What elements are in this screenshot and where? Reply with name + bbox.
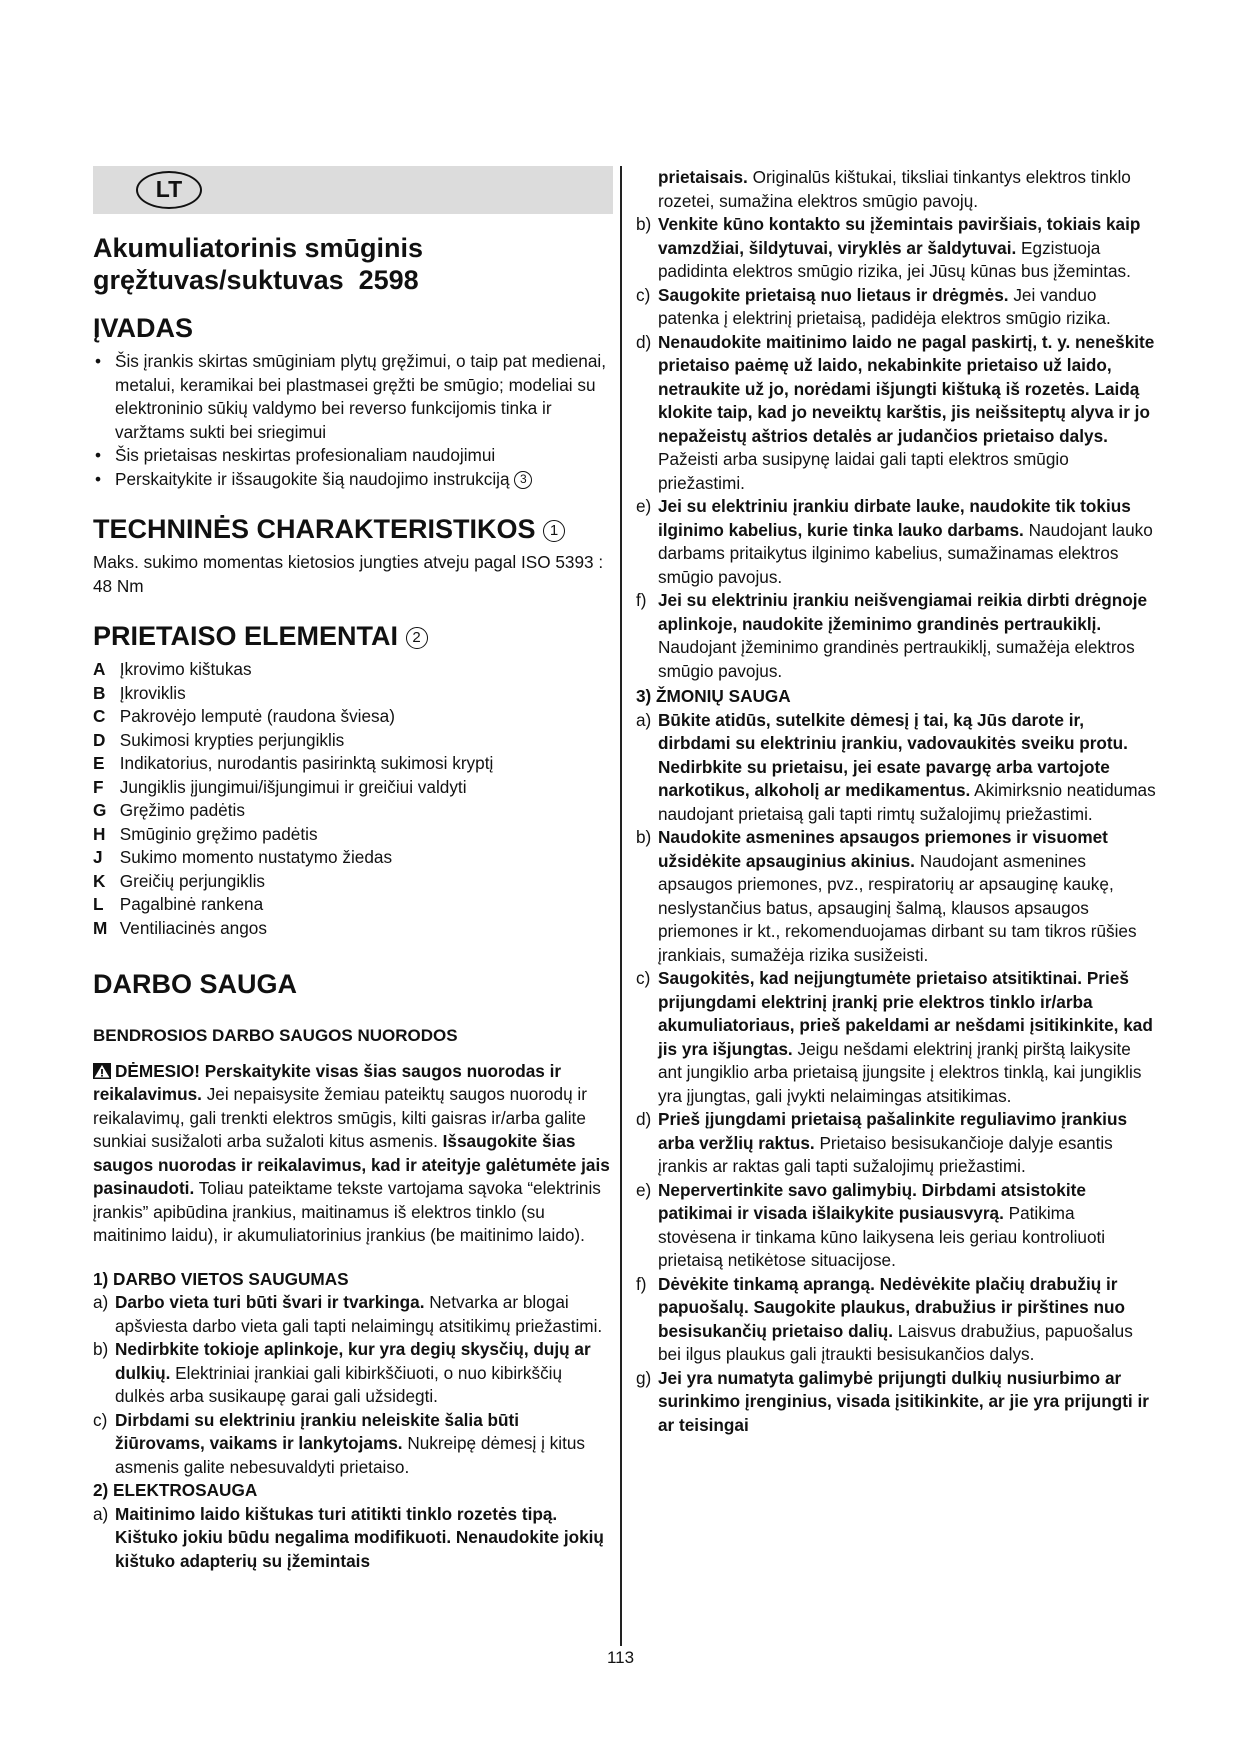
element-item: [93, 658, 613, 682]
tech-heading-text: TECHNINĖS CHARAKTERISTIKOS: [93, 514, 536, 544]
item-bold: Venkite kūno kontakto su įžemintais paviršiais, tokiais kaip vamzdžiai, šildytuvai, viryklės ar šaldytuvai.: [658, 214, 1141, 258]
figure-ref-2: 2: [406, 627, 428, 649]
element-key: D: [93, 729, 106, 750]
item-bold: Maitinimo laido kištukas turi atitikti tinklo rozetės tipą. Kištuko jokiu būdu negalima modifikuoti. Nenaudokite jokių kištuko adapterių su įžemintais: [115, 1503, 604, 1571]
item-text: Egzistuoja padidinta elektros smūgio rizika, jei Jūsų kūnas bus įžemintas.: [658, 237, 1131, 281]
item-label: b): [636, 214, 652, 234]
element-item: [93, 823, 613, 847]
element-key: H: [93, 823, 106, 844]
item-bold: Jei su elektriniu įrankiu dirbate lauke, naudokite tik tokius ilginimo kabelius, kurie tinka lauko darbams.: [658, 496, 1131, 540]
element-text: Sukimosi krypties perjungiklis: [119, 729, 345, 750]
intro-bullet-1-text: Šis įrankis skirtas smūginiam plytų gręžimui, o taip pat medienai, metalui, keramikai bei plastmasei gręžti be smūgio; modeliai su elektroninio sūkių valdymo bei reverso funkcijomis tinka ir varžtams sukti bei sriegimui: [115, 351, 606, 442]
right-column: [636, 166, 1156, 1437]
elements-list: [93, 658, 613, 940]
element-text: Pakrovėjo lemputė (raudona šviesa): [119, 706, 395, 726]
s2-item-c: [636, 284, 1156, 331]
element-item: [93, 729, 613, 753]
item-text: Jei vanduo patenka į elektrinį prietaisą, padidėja elektros smūgio rizika.: [658, 284, 1111, 328]
item-label: c): [636, 968, 651, 988]
item-bold: Saugokitės, kad neįjungtumėte prietaiso atsitiktinai. Prieš prijungdami elektrinį įrankį prie elektros tinklo ir/arba akumuliatoriaus, prieš pakeldami ar nešdami įsitikinkite, kad jis yra išjungtas.: [658, 968, 1153, 1059]
item-bold: Dirbdami su elektriniu įrankiu neleiskite šalia būti žiūrovams, vaikams ir lankytojams.: [115, 1409, 520, 1453]
title-line-2: gręžtuvas/suktuvas 2598: [93, 265, 419, 295]
column-divider: [620, 166, 622, 1646]
tech-text: Maks. sukimo momentas kietosios jungties atveju pagal ISO 5393 : 48 Nm: [93, 552, 604, 596]
element-key: G: [93, 800, 107, 820]
element-key: L: [93, 894, 104, 914]
item-label: e): [636, 1179, 652, 1200]
warning-text: Jei nepaisysite žemiau pateiktų saugos nuorodų ir reikalavimų, gali trenkti elektros smūgis, kilti gaisras ir/arba galite sunkiai susižaloti arba sužaloti kitus asmenis.: [93, 1084, 587, 1151]
s3-item-d: [636, 1108, 1156, 1179]
s2-item-e: [636, 495, 1156, 589]
item-label: f): [636, 590, 647, 610]
item-text: Akimirksnio neatidumas naudojant prietaisą gali tapti rimtų sužalojimų priežastimi.: [658, 780, 1156, 824]
element-item: [93, 917, 613, 941]
keep-instructions-bold: Išsaugokite šias saugos nuorodas ir reikalavimus, kad ir ateityje galėtumėte jais pasinaudoti.: [93, 1131, 610, 1198]
element-key: F: [93, 776, 104, 797]
intro-bullet-3: [93, 468, 613, 492]
figure-ref-3: 3: [514, 471, 532, 489]
element-item: [93, 705, 613, 729]
s1-item-a: [93, 1291, 613, 1338]
element-key: E: [93, 753, 105, 773]
keep-instructions-text: Toliau pateiktame tekste vartojama sąvoka “elektrinis įrankis” apibūdina įrankius, maitinamus iš elektros tinklo (su maitinimo laidu), ir akumuliatorinius įrankius (be maitinimo laido).: [93, 1178, 601, 1245]
item-text: Naudojant lauko darbams pritaikytus ilginimo kabelius, sumažinamas elektros smūgio pavojus.: [658, 519, 1153, 587]
item-text: Jeigu nešdami elektrinį įrankį pirštą laikysite ant jungiklio arba prietaisą įjungsite į elektros tinklą, kai jungiklis yra įjungtas, gali įvykti nelaimingas atsitikimas.: [658, 1038, 1142, 1106]
item-bold: Darbo vieta turi būti švari ir tvarkinga.: [115, 1292, 425, 1312]
item-bold: Prieš įjungdami prietaisą pašalinkite reguliavimo įrankius arba veržlių raktus.: [658, 1109, 1128, 1153]
section-2-title: 2) ELEKTROSAUGA: [93, 1480, 258, 1500]
element-text: Įkroviklis: [119, 682, 186, 703]
intro-bullet-3-text: Perskaitykite ir išsaugokite šią naudojimo instrukciją: [115, 468, 510, 489]
item-bold: Dėvėkite tinkamą aprangą. Nedėvėkite plačių drabužių ir papuošalų. Saugokite plaukus, drabužius ir pirštines nuo besisukančių prietaiso dalių.: [658, 1273, 1125, 1341]
intro-bullet-2-text: Šis prietaisas neskirtas profesionaliam naudojimui: [115, 445, 496, 465]
item-label: d): [636, 1109, 652, 1129]
item-text: Elektriniai įrankiai gali kibirkščiuoti, o nuo kibirkščių dulkės arba susikaupę garai gali užsidegti.: [115, 1362, 563, 1406]
item-text: Originalūs kištukai, tiksliai tinkantys elektros tinklo rozetei, sumažina elektros smūgio pavojų.: [658, 167, 1131, 211]
s1-item-c: [93, 1409, 613, 1480]
element-text: Ventiliacinės angos: [119, 917, 267, 938]
element-text: Indikatorius, nurodantis pasirinktą sukimosi kryptį: [119, 753, 494, 773]
element-item: [93, 752, 613, 776]
item-bold: prietaisais.: [658, 167, 748, 187]
item-text: Patikima stovėsena ir tinkama kūno laikysena leis geriau kontroliuoti prietaisą netikėtose situacijose.: [658, 1203, 1106, 1270]
element-key: M: [93, 917, 108, 938]
element-item: [93, 870, 613, 894]
s3-item-f: [636, 1273, 1156, 1367]
intro-bullet-2: [93, 444, 613, 468]
item-label: c): [93, 1409, 108, 1430]
safety-heading: DARBO SAUGA: [93, 969, 298, 999]
element-text: Greičių perjungiklis: [119, 870, 265, 891]
item-bold: Saugokite prietaisą nuo lietaus ir drėgmės.: [658, 284, 1009, 305]
elements-heading: [93, 620, 613, 652]
warning-paragraph: [93, 1060, 613, 1248]
left-column: [93, 166, 613, 1573]
element-item: [93, 799, 613, 823]
item-text: Prietaiso besisukančioje dalyje esantis įrankis ar raktas gali tapti sužalojimų priežastimi.: [658, 1132, 1113, 1176]
element-text: Smūginio gręžimo padėtis: [119, 823, 318, 844]
s2-item-d: [636, 331, 1156, 496]
item-label: a): [93, 1292, 109, 1312]
s2-item-b: [636, 213, 1156, 284]
element-key: B: [93, 682, 106, 703]
figure-ref-1: 1: [543, 520, 565, 542]
item-bold: Nenaudokite maitinimo laido ne pagal paskirtį, t. y. neneškite prietaiso paėmę už laido, nekabinkite prietaiso už laido, netraukite už jo, norėdami išjungti kištuką iš rozetės. Laidą klokite taip, kad jo neveiktų karštis, jis neišsiteptų alyva ir jo nepažeistų aštrios detalės ar judančios prietaiso dalys.: [658, 331, 1155, 446]
element-item: [93, 893, 613, 917]
item-bold: Nedirbkite tokioje aplinkoje, kur yra degių skysčių, dujų ar dulkių.: [115, 1339, 591, 1383]
s3-item-c: [636, 967, 1156, 1108]
item-label: e): [636, 496, 652, 516]
s1-item-b: [93, 1338, 613, 1409]
element-item: [93, 776, 613, 800]
item-text: Naudojant įžeminimo grandinės pertraukiklį, sumažėja elektros smūgio pavojus.: [658, 637, 1135, 681]
element-key: J: [93, 847, 103, 867]
item-bold: Naudokite asmenines apsaugos priemones ir visuomet užsidėkite apsauginius akinius.: [658, 827, 1108, 871]
element-text: Įkrovimo kištukas: [119, 659, 252, 679]
element-key: C: [93, 706, 106, 726]
element-item: [93, 682, 613, 706]
element-key: K: [93, 870, 106, 891]
item-label: a): [93, 1503, 109, 1524]
element-key: A: [93, 659, 106, 679]
language-badge: LT: [136, 171, 202, 209]
element-text: Gręžimo padėtis: [119, 800, 245, 820]
s3-item-e: [636, 1179, 1156, 1273]
s3-item-a: [636, 709, 1156, 827]
s2-item-f: [636, 589, 1156, 683]
element-text: Sukimo momento nustatymo žiedas: [119, 847, 393, 867]
item-label: c): [636, 284, 651, 305]
item-label: g): [636, 1367, 652, 1388]
tech-heading: [93, 513, 613, 545]
intro-heading: ĮVADAS: [93, 313, 194, 343]
title-line-1: Akumuliatorinis smūginis: [93, 233, 424, 263]
element-item: [93, 846, 613, 870]
item-bold: Jei su elektriniu įrankiu neišvengiamai reikia dirbti drėgnoje aplinkoje, naudokite įžeminimo grandinės pertraukiklį.: [658, 590, 1148, 634]
s3-item-g: [636, 1367, 1156, 1438]
page-number: 113: [606, 1648, 635, 1667]
item-label: b): [93, 1339, 109, 1359]
s2-item-a-continued: [636, 166, 1156, 213]
s2-item-a: [93, 1503, 613, 1574]
item-text: Laisvus drabužius, papuošalus bei ilgus plaukus gali įtraukti besisukančios dalys.: [658, 1320, 1133, 1364]
language-bar: [93, 166, 613, 214]
intro-bullet-1: [93, 350, 613, 444]
item-label: b): [636, 827, 652, 847]
warning-bold: DĖMESIO! Perskaitykite visas šias saugos nuorodas ir reikalavimus.: [93, 1060, 562, 1104]
warning-icon: [93, 1063, 111, 1079]
item-text: Nukreipę dėmesį į kitus asmenis galite nebesuvaldyti prietaiso.: [115, 1433, 586, 1477]
safety-subheading: BENDROSIOS DARBO SAUGOS NUORODOS: [93, 1026, 458, 1045]
section-3-title: 3) ŽMONIŲ SAUGA: [636, 686, 791, 706]
item-text: Netvarka ar blogai apšviesta darbo vieta gali tapti nelaimingų atsitikimų priežastimi.: [115, 1292, 603, 1336]
s3-item-b: [636, 826, 1156, 967]
elements-heading-text: PRIETAISO ELEMENTAI: [93, 621, 399, 651]
section-1-title: 1) DARBO VIETOS SAUGUMAS: [93, 1268, 349, 1289]
element-text: Pagalbinė rankena: [119, 894, 264, 914]
item-bold: Jei yra numatyta galimybė prijungti dulkių nusiurbimo ar surinkimo įrenginius, visada įsitikinkite, ar jie yra prijungti ir ar teisingai: [658, 1367, 1149, 1435]
item-label: f): [636, 1273, 647, 1294]
element-text: Jungiklis įjungimui/išjungimui ir greičiui valdyti: [119, 776, 467, 797]
item-label: d): [636, 331, 652, 352]
item-bold: Būkite atidūs, sutelkite dėmesį į tai, ką Jūs darote ir, dirbdami su elektriniu įrankiu, vadovaukitės sveiku protu. Nedirbkite su prietaisu, jei esate pavargę arba vartojote narkotikus, alkoholį ar medikamentus.: [658, 709, 1128, 800]
item-bold: Nepervertinkite savo galimybių. Dirbdami atsistokite patikimai ir visada išlaikykite pusiausvyrą.: [658, 1179, 1086, 1223]
item-text: Pažeisti arba susipynę laidai gali tapti elektros smūgio priežastimi.: [658, 449, 1069, 493]
item-text: Naudojant asmenines apsaugos priemones, pvz., respiratorių ar apsauginę kaukę, neslystančius batus, apsauginį šalmą, klausos apsaugos priemones ir kt., rekomenduojamas dirbant su tam tikros rūšies įrankiais, sumažėja rizika susižeisti.: [658, 850, 1137, 965]
page-title: [93, 232, 613, 296]
item-label: a): [636, 709, 652, 730]
intro-list: [93, 350, 613, 491]
